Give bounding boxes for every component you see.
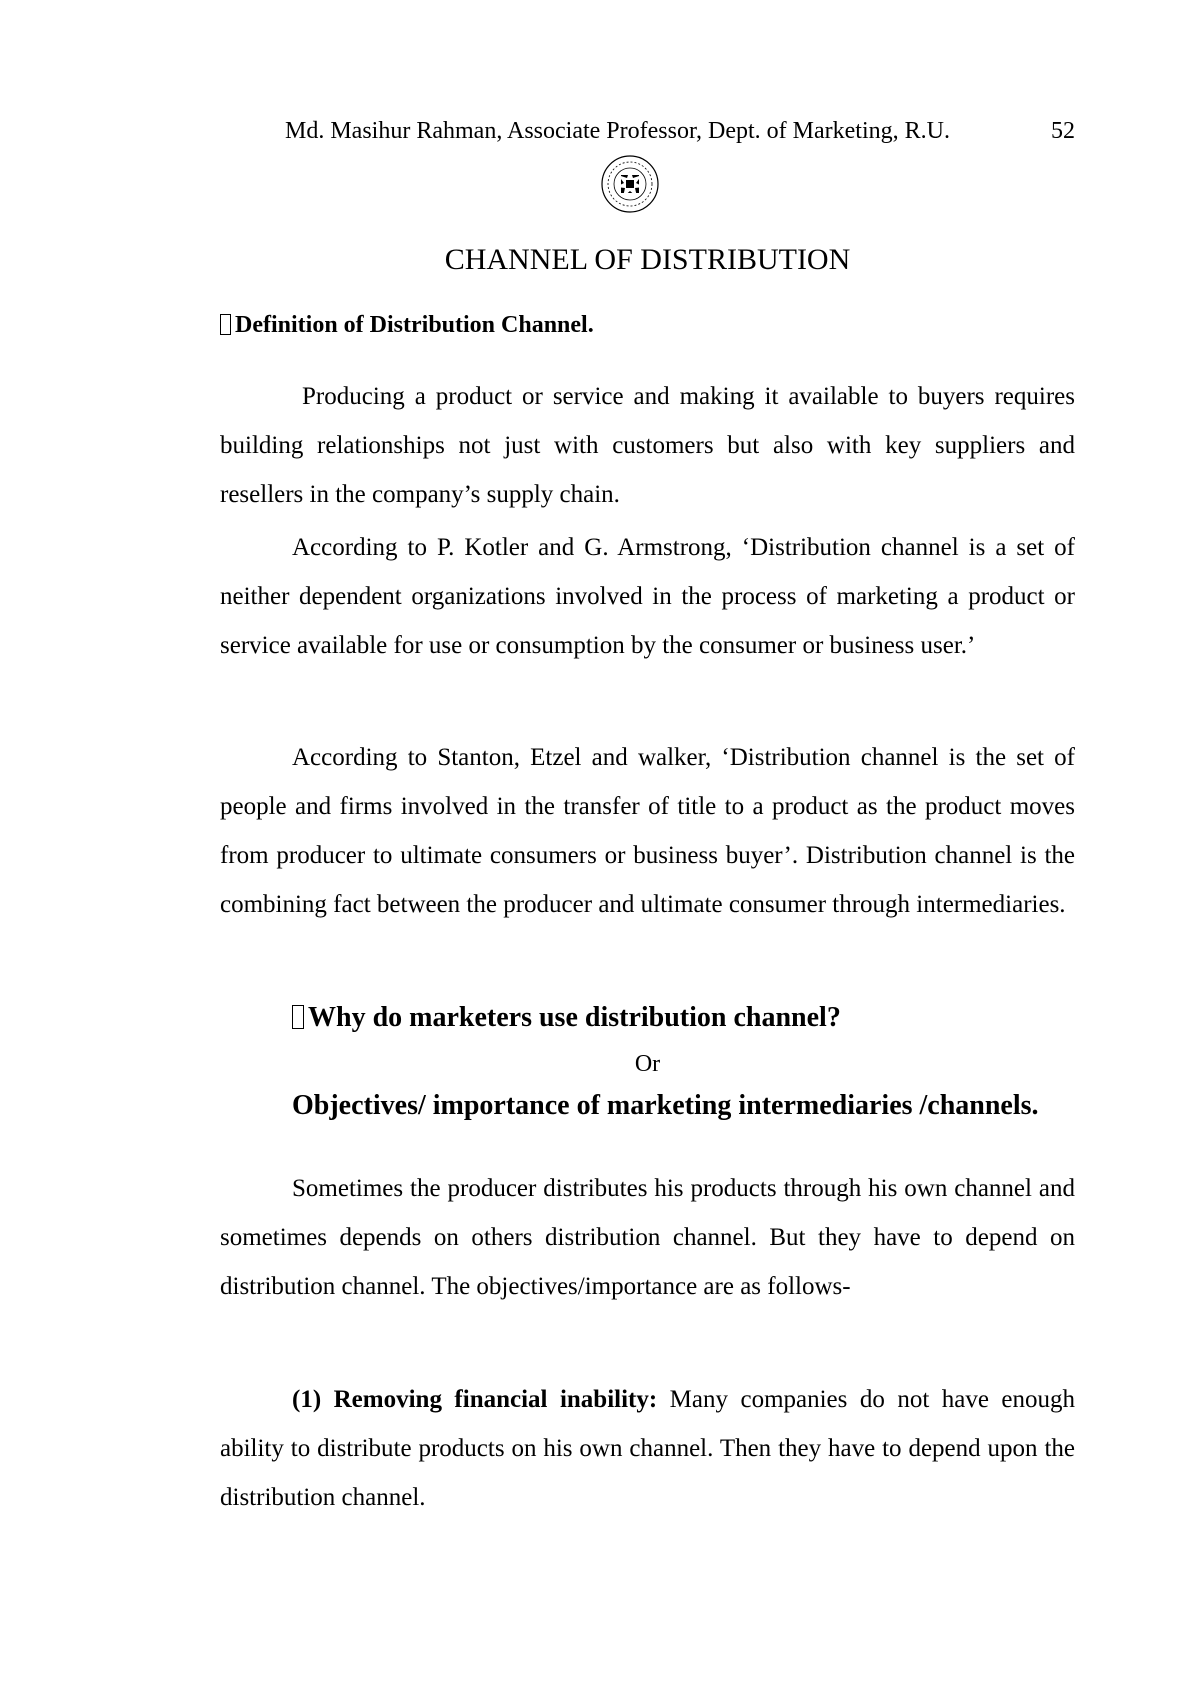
or-separator: Or [634,1051,661,1077]
section-heading-why [292,1000,841,1036]
subheading-objectives: Objectives/ importance of marketing intermediaries /channels. [292,1090,1039,1121]
paragraph: According to Stanton, Etzel and walker, ‘Distribution channel is the set of people and firms involved in the transfer of title to a product as the product moves from producer to ultimate consumers or business buyer’. Distribution channel is the combining fact between the producer and ultimate consumer through intermediaries. [220,744,1075,918]
university-seal-icon [599,153,661,215]
point-label: (1) Removing financial inability: [292,1386,658,1413]
paragraph: Producing a product or service and making it available to buyers requires building relationships not just with customers but also with key suppliers and resellers in the company’s supply chain. [220,383,1075,508]
author-line: Md. Masihur Rahman, Associate Professor, Dept. of Marketing, R.U. [285,118,950,144]
point-text: Many companies do not have enough ability to distribute products on his own channel. Then they have to depend upon the distribution channel. [220,1386,1075,1511]
list-item [220,1375,1075,1522]
bullet-box-icon [220,314,231,335]
section-heading-text: Why do marketers use distribution channel? [308,1002,841,1033]
paragraph: According to P. Kotler and G. Armstrong, ‘Distribution channel is a set of neither dependent organizations involved in the process of marketing a product or service available for use or consumption by the consumer or business user.’ [220,534,1075,659]
page-number: 52 [1051,118,1075,144]
page-title: CHANNEL OF DISTRIBUTION [444,243,851,276]
section-heading-text: Definition of Distribution Channel. [235,312,594,338]
paragraph: Sometimes the producer distributes his products through his own channel and sometimes depends on others distribution channel. But they have to depend on distribution channel. The objectives/importance are as follows- [220,1175,1075,1300]
bullet-box-icon [292,1005,304,1029]
section-heading-definition [220,309,594,341]
